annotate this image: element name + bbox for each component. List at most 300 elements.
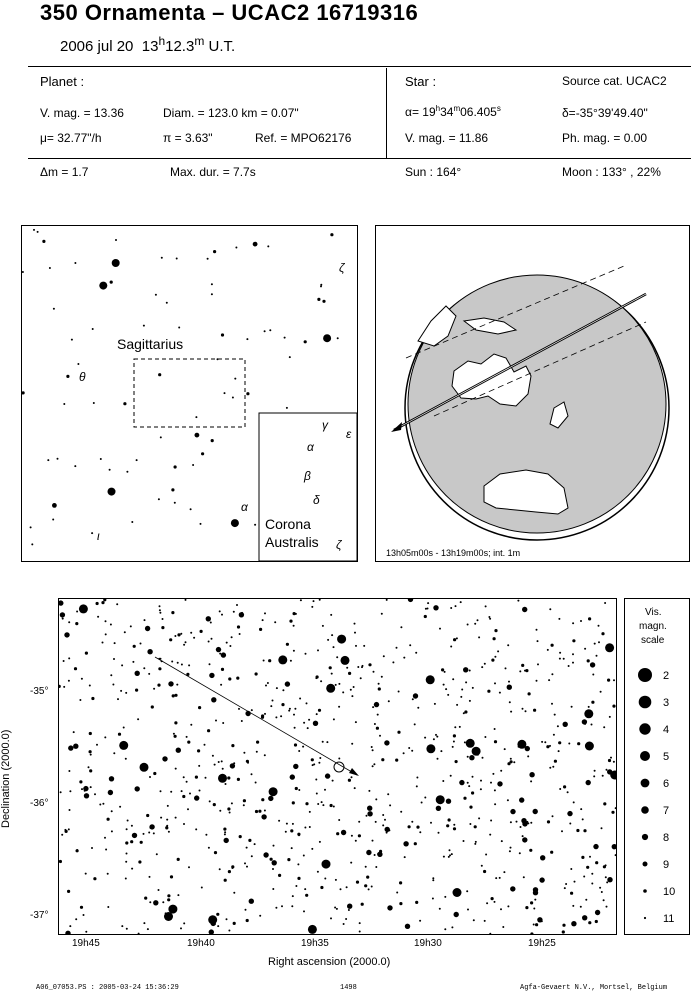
star-dot bbox=[109, 469, 111, 471]
star-dot bbox=[507, 685, 512, 690]
star-dot bbox=[439, 628, 441, 630]
star-dot bbox=[176, 748, 181, 753]
star-dot bbox=[71, 339, 73, 341]
star-dot bbox=[65, 931, 70, 934]
star-dot bbox=[588, 921, 591, 924]
star-dot bbox=[348, 672, 351, 675]
star-dot bbox=[466, 890, 468, 892]
star-dot bbox=[551, 644, 554, 647]
star-dot bbox=[263, 660, 265, 662]
star-dot bbox=[209, 800, 211, 802]
star-dot bbox=[551, 673, 553, 675]
star-dot bbox=[237, 778, 240, 781]
star-dot bbox=[377, 714, 379, 716]
source-cat: Source cat. UCAC2 bbox=[562, 74, 667, 88]
star-dot bbox=[118, 733, 121, 736]
star-dot bbox=[497, 650, 499, 652]
star-dot bbox=[373, 763, 375, 765]
star-dot bbox=[325, 773, 330, 778]
star-dot bbox=[348, 909, 350, 911]
star-dot bbox=[229, 645, 231, 647]
star-dot bbox=[158, 373, 161, 376]
star-dot bbox=[166, 302, 168, 304]
star-dot bbox=[330, 614, 332, 616]
star-dot bbox=[552, 766, 554, 768]
star-dot bbox=[153, 688, 155, 690]
star-dot bbox=[91, 532, 93, 534]
star-dot bbox=[456, 704, 458, 706]
star-dot bbox=[286, 643, 289, 646]
star-dot bbox=[226, 642, 228, 644]
star-dot bbox=[174, 694, 177, 697]
star-dot bbox=[513, 761, 515, 763]
star-dot bbox=[212, 755, 214, 757]
star-dot bbox=[338, 819, 340, 821]
star-dot bbox=[467, 909, 469, 911]
star-dot bbox=[351, 695, 353, 697]
star-dot bbox=[568, 743, 570, 745]
star-dot bbox=[416, 785, 418, 787]
star-dot bbox=[107, 818, 110, 821]
star-dot bbox=[580, 620, 582, 622]
star-dot bbox=[232, 397, 234, 399]
star-dot bbox=[221, 652, 226, 657]
star-dot bbox=[121, 925, 123, 927]
star-dot bbox=[586, 866, 589, 869]
star-dot bbox=[376, 727, 379, 730]
star-dot bbox=[293, 612, 296, 615]
star-dot bbox=[389, 804, 391, 806]
star-dot bbox=[74, 667, 77, 670]
star-dot bbox=[201, 887, 203, 889]
star-dot bbox=[293, 714, 295, 716]
star-dot bbox=[535, 923, 538, 926]
star-dot bbox=[105, 849, 107, 851]
scale-label: 7 bbox=[663, 805, 670, 817]
star-dot bbox=[400, 626, 402, 628]
star-dot bbox=[435, 734, 437, 736]
star-dot bbox=[290, 774, 295, 779]
star-dot bbox=[93, 877, 96, 880]
star-dot bbox=[91, 847, 93, 849]
star-dot bbox=[275, 716, 277, 718]
earth-globe-panel bbox=[375, 225, 690, 562]
star-dot bbox=[530, 932, 533, 934]
star-dot bbox=[359, 931, 361, 933]
star-dot bbox=[463, 712, 465, 714]
star-dot bbox=[548, 679, 550, 681]
star-dot bbox=[366, 876, 369, 879]
star-dot bbox=[251, 709, 253, 711]
star-dot bbox=[453, 827, 456, 830]
star-dot bbox=[341, 830, 346, 835]
star-dot bbox=[167, 898, 170, 901]
star-dot bbox=[153, 832, 155, 834]
star-dot bbox=[221, 760, 223, 762]
star-dot bbox=[176, 684, 178, 686]
star-dot bbox=[268, 659, 271, 662]
star-dot bbox=[507, 905, 509, 907]
star-dot bbox=[83, 914, 85, 916]
star-dot bbox=[177, 894, 179, 896]
star-dot bbox=[559, 788, 561, 790]
star-dot bbox=[432, 877, 434, 879]
star-dot bbox=[221, 614, 223, 616]
star-dot bbox=[168, 681, 173, 686]
star-dot bbox=[363, 645, 365, 647]
star-dot bbox=[246, 392, 249, 395]
star-dot bbox=[319, 599, 321, 601]
star-dot bbox=[264, 713, 266, 715]
star-dot bbox=[68, 657, 70, 659]
star-dot bbox=[400, 811, 402, 813]
star-dot bbox=[381, 676, 383, 678]
star-dot bbox=[450, 775, 452, 777]
star-dot bbox=[320, 284, 322, 286]
star-dot bbox=[533, 908, 535, 910]
star-dot bbox=[509, 850, 511, 852]
star-dot bbox=[187, 741, 190, 744]
star-dot bbox=[185, 641, 187, 643]
star-dot bbox=[537, 663, 539, 665]
star-dot bbox=[224, 392, 226, 394]
star-dot bbox=[267, 245, 269, 247]
star-dot bbox=[613, 679, 615, 681]
star-dot bbox=[243, 752, 245, 754]
star-dot bbox=[409, 644, 411, 646]
star-dot bbox=[133, 645, 136, 648]
star-dot bbox=[239, 633, 241, 635]
star-dot bbox=[356, 881, 359, 884]
star-dot bbox=[97, 616, 99, 618]
star-dot bbox=[131, 521, 133, 523]
star-dot bbox=[259, 915, 261, 917]
star-dot bbox=[489, 933, 491, 934]
star-dot bbox=[280, 715, 282, 717]
y-tick: -37° bbox=[30, 910, 49, 921]
event-datetime: 2006 jul 20 13$^h$12.3$^m$ U.T. bbox=[60, 34, 236, 55]
star-dot bbox=[336, 656, 338, 658]
star-dot bbox=[334, 907, 336, 909]
star-dot bbox=[85, 873, 87, 875]
star-dot bbox=[333, 646, 335, 648]
star-dot bbox=[519, 852, 521, 854]
star-dot bbox=[225, 783, 227, 785]
star-dot bbox=[454, 912, 459, 917]
planet-ref: Ref. = MPO62176 bbox=[255, 131, 352, 145]
star-dot bbox=[153, 772, 156, 775]
star-dot bbox=[89, 769, 92, 772]
star-dot bbox=[68, 621, 70, 623]
star-dot bbox=[554, 714, 556, 716]
star-dot bbox=[580, 906, 582, 908]
star-dot bbox=[33, 229, 35, 231]
star-dot bbox=[185, 599, 187, 601]
star-dot bbox=[378, 687, 381, 690]
star-dot bbox=[146, 814, 149, 817]
greek-label: β bbox=[304, 469, 311, 483]
star-dot bbox=[510, 711, 512, 713]
star-dot bbox=[603, 899, 605, 901]
star-dot bbox=[231, 867, 233, 869]
star-dot bbox=[176, 258, 178, 260]
star-dot bbox=[615, 854, 616, 856]
star-dot bbox=[452, 746, 454, 748]
star-dot bbox=[161, 257, 163, 259]
star-dot bbox=[489, 618, 491, 620]
star-dot bbox=[354, 632, 356, 634]
star-dot bbox=[358, 834, 361, 837]
star-dot bbox=[355, 645, 357, 647]
star-dot bbox=[278, 874, 281, 877]
star-dot bbox=[591, 701, 594, 704]
star-dot bbox=[322, 625, 324, 627]
star-dot bbox=[572, 905, 574, 907]
scale-title-3: scale bbox=[641, 635, 665, 646]
header-divider bbox=[386, 68, 387, 158]
star-dot bbox=[595, 910, 600, 915]
star-dot bbox=[61, 834, 63, 836]
star-dot bbox=[499, 692, 501, 694]
star-dot bbox=[218, 774, 227, 783]
star-dot bbox=[162, 756, 167, 761]
star-dot bbox=[273, 845, 275, 847]
star-dot bbox=[190, 508, 192, 510]
star-dot bbox=[159, 605, 161, 607]
star-dot bbox=[187, 808, 189, 810]
star-dot bbox=[195, 828, 197, 830]
star-dot bbox=[368, 888, 370, 890]
star-dot bbox=[105, 620, 107, 622]
star-dot bbox=[147, 649, 152, 654]
star-dot bbox=[313, 763, 315, 765]
star-dot bbox=[177, 662, 179, 664]
star-dot bbox=[290, 829, 293, 832]
star-dot bbox=[304, 888, 306, 890]
star-dot bbox=[571, 921, 576, 926]
star-dot bbox=[602, 775, 604, 777]
star-dot bbox=[398, 691, 400, 693]
star-dot bbox=[554, 760, 557, 763]
star-dot bbox=[345, 918, 347, 920]
event-date: 2006 jul 20 bbox=[60, 38, 134, 55]
star-dot bbox=[335, 879, 337, 881]
star-dot bbox=[96, 744, 98, 746]
star-dot bbox=[501, 840, 503, 842]
star-dot bbox=[127, 820, 129, 822]
finder-chart-svg bbox=[22, 226, 357, 561]
star-dot bbox=[126, 853, 128, 855]
star-dot bbox=[135, 786, 140, 791]
star-dot bbox=[37, 231, 39, 233]
star-dot bbox=[433, 605, 438, 610]
star-dot bbox=[333, 718, 335, 720]
star-dot bbox=[81, 788, 83, 790]
star-dot bbox=[593, 775, 595, 777]
star-dot bbox=[333, 806, 335, 808]
star-dot bbox=[441, 668, 444, 671]
star-dot bbox=[330, 917, 332, 919]
star-dot bbox=[143, 922, 145, 924]
star-dot bbox=[117, 698, 119, 700]
star-dot bbox=[270, 705, 272, 707]
star-dot bbox=[445, 688, 447, 690]
star-dot bbox=[289, 708, 291, 710]
star-dot bbox=[298, 834, 300, 836]
star-dot bbox=[221, 668, 224, 671]
star-dot bbox=[450, 607, 452, 609]
star-dot bbox=[553, 734, 555, 736]
star-dot bbox=[537, 640, 539, 642]
star-dot bbox=[529, 772, 534, 777]
star-dot bbox=[355, 840, 357, 842]
star-dot bbox=[338, 758, 340, 760]
star-dot bbox=[248, 839, 251, 842]
y-axis-label: Declination (2000.0) bbox=[0, 729, 12, 828]
star-dot bbox=[264, 612, 266, 614]
star-dot bbox=[396, 647, 398, 649]
star-dot bbox=[183, 644, 185, 646]
star-dot bbox=[125, 878, 127, 880]
star-dot bbox=[378, 683, 380, 685]
star-dot bbox=[94, 793, 96, 795]
star-dot bbox=[539, 877, 544, 882]
star-dot bbox=[319, 757, 321, 759]
star-dot bbox=[265, 685, 267, 687]
star-dot bbox=[323, 334, 331, 342]
star-dot bbox=[125, 861, 127, 863]
star-dot bbox=[211, 283, 213, 285]
star-dot bbox=[237, 625, 240, 628]
star-dot bbox=[299, 698, 301, 700]
star-dot bbox=[285, 681, 290, 686]
x-tick: 19h45 bbox=[72, 938, 100, 949]
star-dot bbox=[246, 338, 248, 340]
star-dot bbox=[412, 698, 414, 700]
star-dot bbox=[52, 519, 54, 521]
star-dot bbox=[351, 743, 353, 745]
star-dot bbox=[60, 612, 65, 617]
star-dot bbox=[291, 847, 293, 849]
star-dot bbox=[31, 543, 33, 545]
star-dot bbox=[549, 745, 551, 747]
star-dot bbox=[264, 330, 266, 332]
star-dot bbox=[308, 925, 317, 934]
scale-label: 11 bbox=[663, 913, 675, 925]
star-dot bbox=[598, 625, 600, 627]
star-dot bbox=[590, 662, 595, 667]
star-dot bbox=[454, 726, 456, 728]
star-dot bbox=[510, 821, 512, 823]
star-dot bbox=[306, 702, 308, 704]
star-dot bbox=[563, 722, 568, 727]
star-dot bbox=[337, 337, 339, 339]
star-dot bbox=[469, 755, 474, 760]
star-dot bbox=[521, 664, 524, 667]
star-dot bbox=[76, 611, 78, 613]
star-dot bbox=[292, 801, 295, 804]
star-dot bbox=[572, 653, 574, 655]
star-dot bbox=[449, 854, 451, 856]
star-dot bbox=[419, 920, 421, 922]
star-dot bbox=[59, 685, 61, 688]
scale-label: 6 bbox=[663, 778, 670, 790]
star-dot bbox=[331, 634, 333, 636]
star-dot bbox=[585, 742, 594, 751]
star-dot bbox=[613, 761, 615, 763]
star-dot bbox=[540, 855, 545, 860]
star-dot bbox=[309, 826, 311, 828]
star-dot bbox=[174, 735, 177, 738]
star-dot bbox=[541, 920, 543, 922]
scale-dot bbox=[640, 751, 650, 761]
star-dot bbox=[317, 803, 319, 805]
star-dot bbox=[269, 787, 278, 796]
star-dot bbox=[403, 752, 405, 754]
star-dot bbox=[427, 608, 429, 610]
star-dot bbox=[403, 841, 408, 846]
star-dot bbox=[364, 884, 367, 887]
star-dot bbox=[144, 897, 147, 900]
star-dot bbox=[607, 877, 612, 882]
star-dot bbox=[59, 860, 62, 863]
star-dot bbox=[404, 856, 406, 858]
star-dot bbox=[336, 908, 338, 910]
star-dot bbox=[101, 601, 104, 604]
star-dot bbox=[382, 814, 384, 816]
star-dot bbox=[481, 865, 483, 867]
star-dot bbox=[254, 843, 256, 845]
greek-label: δ bbox=[313, 493, 320, 507]
star-dot bbox=[243, 799, 246, 802]
star-dot bbox=[126, 928, 128, 930]
star-dot bbox=[463, 797, 466, 800]
star-dot bbox=[218, 761, 220, 763]
star-dot bbox=[353, 686, 355, 688]
star-dot bbox=[174, 465, 177, 468]
star-dot bbox=[201, 452, 204, 455]
star-dot bbox=[251, 773, 253, 775]
scale-title-2: magn. bbox=[639, 621, 667, 632]
star-dot bbox=[536, 629, 538, 631]
star-dot bbox=[347, 904, 352, 909]
scale-dot bbox=[639, 723, 650, 734]
planet-pi: π = 3.63" bbox=[163, 131, 213, 145]
x-tick: 19h40 bbox=[187, 938, 215, 949]
star-dot bbox=[475, 841, 477, 843]
star-dot bbox=[572, 622, 574, 624]
scale-label: 2 bbox=[663, 670, 670, 682]
star-dot bbox=[198, 706, 201, 709]
star-dot bbox=[303, 910, 305, 912]
star-dot bbox=[292, 895, 294, 897]
star-dot bbox=[469, 670, 471, 672]
star-dot bbox=[318, 709, 321, 712]
star-dot bbox=[349, 780, 351, 782]
star-dot bbox=[320, 680, 322, 682]
star-dot bbox=[263, 852, 268, 857]
star-dot bbox=[330, 233, 333, 236]
star-dot bbox=[92, 328, 94, 330]
star-dot bbox=[149, 827, 151, 829]
star-dot bbox=[432, 879, 434, 881]
star-dot bbox=[180, 927, 182, 929]
star-dot bbox=[491, 897, 494, 900]
star-dot bbox=[148, 832, 150, 834]
star-dot bbox=[311, 848, 313, 850]
star-dot bbox=[111, 810, 113, 812]
star-dot bbox=[522, 607, 527, 612]
